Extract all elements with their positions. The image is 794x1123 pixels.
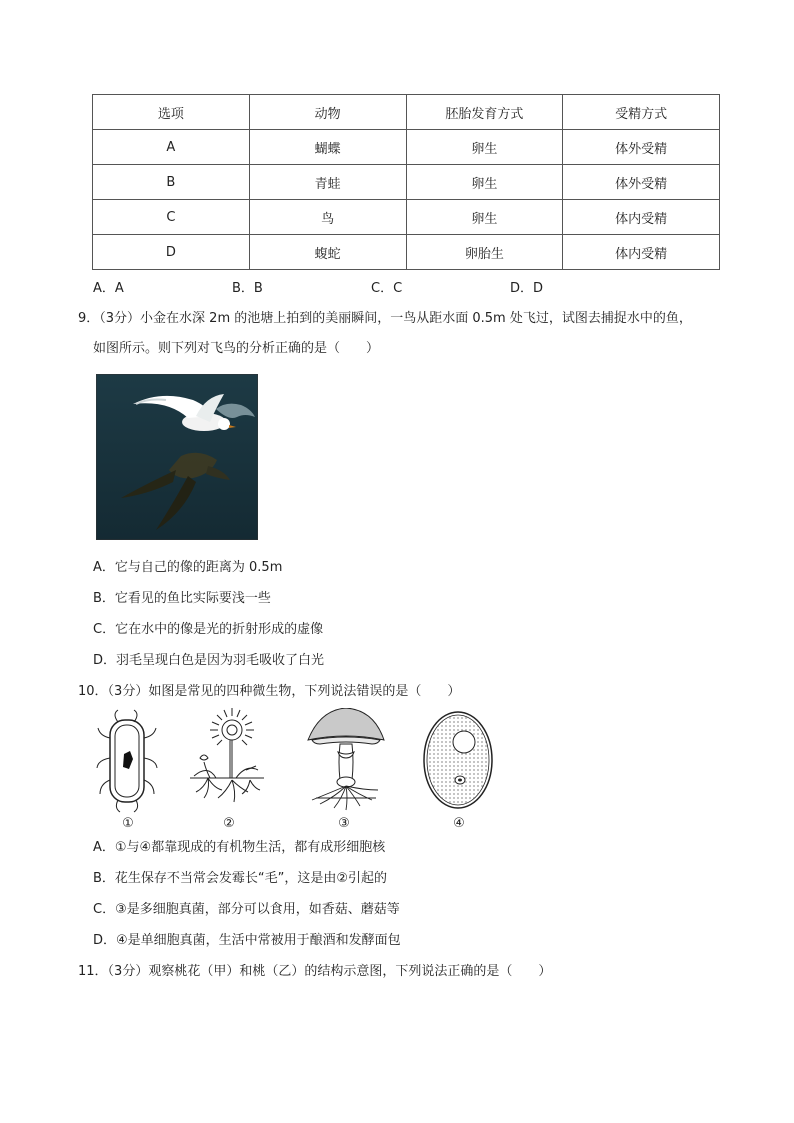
table-cell: 体外受精	[563, 165, 720, 200]
q8-option-c[interactable]: C．C	[371, 281, 403, 296]
table-cell: 蝴蝶	[249, 130, 406, 165]
q9-option-b[interactable]: B．它看见的鱼比实际要浅一些	[93, 591, 271, 606]
table-header-row	[93, 95, 720, 130]
yeast-drawing	[420, 708, 496, 813]
micro-label-4: ④	[453, 816, 465, 831]
table-cell: 卵胎生	[406, 235, 563, 270]
table-header-cell: 胚胎发育方式	[406, 95, 563, 130]
q9-option-c[interactable]: C．它在水中的像是光的折射形成的虚像	[93, 622, 324, 637]
table-row	[93, 200, 720, 235]
q8-answer-options	[93, 277, 649, 296]
table-cell: 卵生	[406, 200, 563, 235]
q9-stem-line1: 9．（3分）小金在水深 2m 的池塘上拍到的美丽瞬间，一鸟从距水面 0.5m 处飞过，试图去捕捉水中的鱼，	[78, 311, 692, 326]
table-cell: 体内受精	[563, 200, 720, 235]
bacterium-drawing	[96, 708, 158, 813]
mold-drawing	[186, 708, 266, 813]
q9-option-d[interactable]: D．羽毛呈现白色是因为羽毛吸收了白光	[93, 653, 325, 668]
micro-label-2: ②	[223, 816, 235, 831]
table-row	[93, 165, 720, 200]
table-row	[93, 130, 720, 165]
q10-stem: 10．（3分）如图是常见的四种微生物，下列说法错误的是（ ）	[78, 684, 461, 699]
q9-option-a[interactable]: A．它与自己的像的距离为 0.5m	[93, 560, 283, 575]
table-cell: 体外受精	[563, 130, 720, 165]
seagull-photo	[96, 374, 258, 540]
table-header-cell: 选项	[93, 95, 250, 130]
q10-option-b[interactable]: B．花生保存不当常会发霉长“毛”，这是由②引起的	[93, 871, 388, 886]
q8-option-d[interactable]: D．D	[510, 281, 544, 296]
q11-stem: 11．（3分）观察桃花（甲）和桃（乙）的结构示意图，下列说法正确的是（ ）	[78, 964, 552, 979]
q10-option-a[interactable]: A．①与④都靠现成的有机物生活，都有成形细胞核	[93, 840, 386, 855]
options-table	[92, 94, 720, 270]
micro-label-1: ①	[122, 816, 134, 831]
table-cell: C	[93, 200, 250, 235]
micro-label-3: ③	[338, 816, 350, 831]
table-cell: 体内受精	[563, 235, 720, 270]
q10-option-d[interactable]: D．④是单细胞真菌，生活中常被用于酿酒和发酵面包	[93, 933, 401, 948]
table-row	[93, 235, 720, 270]
table-cell: B	[93, 165, 250, 200]
table-cell: 蝮蛇	[249, 235, 406, 270]
q8-option-a[interactable]: A．A	[93, 281, 124, 296]
table-header-cell: 受精方式	[563, 95, 720, 130]
q8-option-b[interactable]: B．B	[232, 281, 263, 296]
mushroom-drawing	[306, 708, 386, 813]
table-cell: A	[93, 130, 250, 165]
table-cell: 青蛙	[249, 165, 406, 200]
table-cell: 卵生	[406, 165, 563, 200]
q10-option-c[interactable]: C．③是多细胞真菌，部分可以食用，如香菇、蘑菇等	[93, 902, 400, 917]
table-cell: 卵生	[406, 130, 563, 165]
table-header-cell: 动物	[249, 95, 406, 130]
q9-stem-line2: 如图所示。则下列对飞鸟的分析正确的是（ ）	[93, 341, 380, 356]
table-cell: D	[93, 235, 250, 270]
table-cell: 鸟	[249, 200, 406, 235]
